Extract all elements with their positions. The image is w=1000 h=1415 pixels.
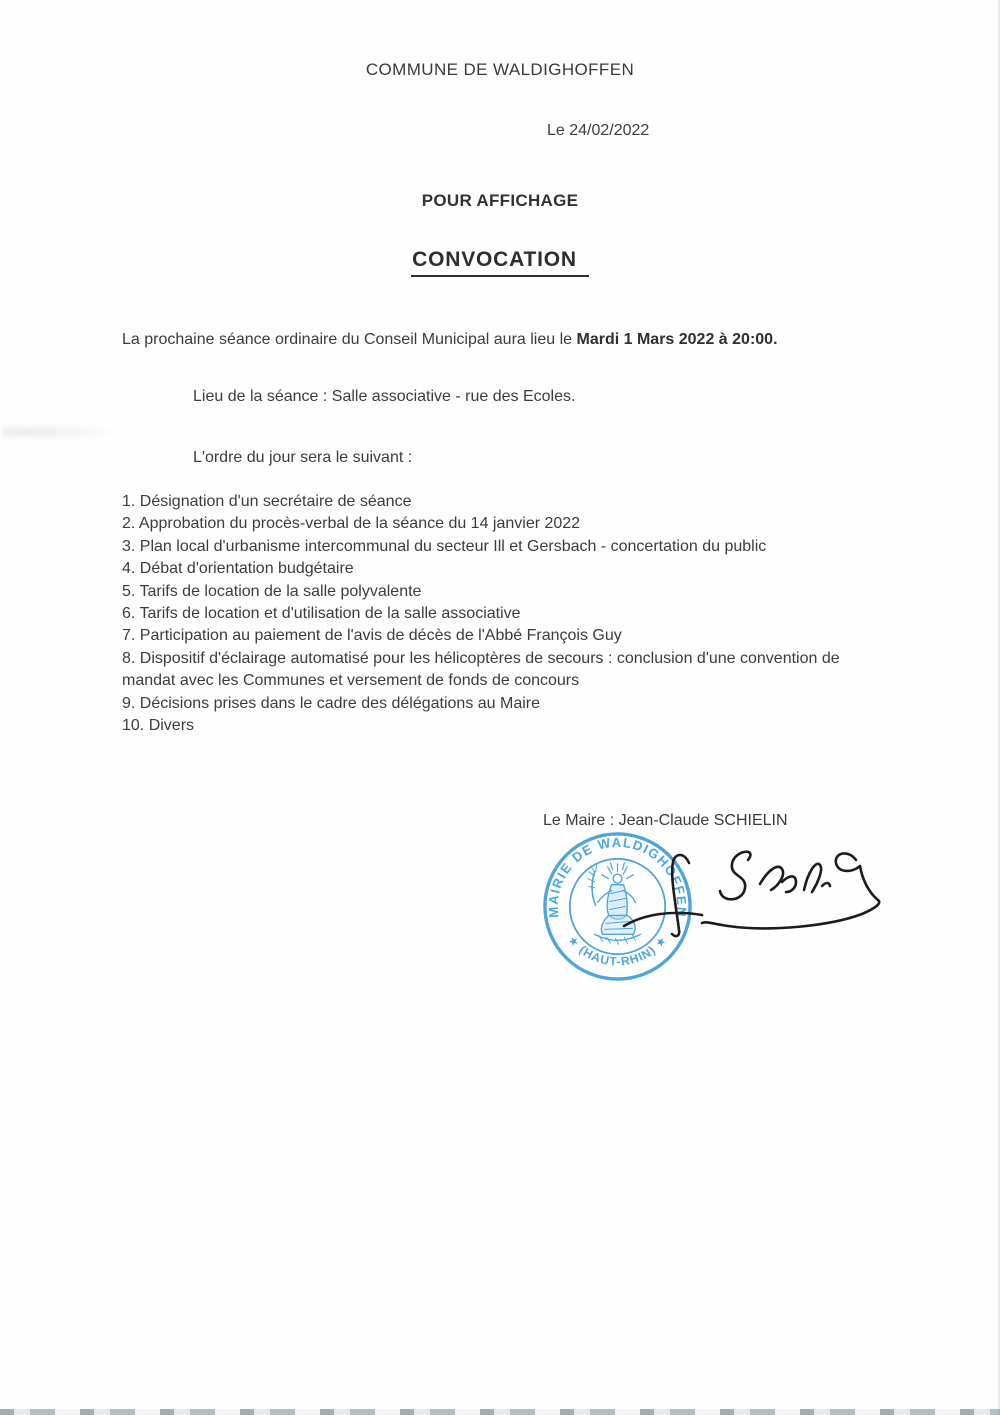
intro-text: La prochaine séance ordinaire du Conseil Municipal aura lieu le bbox=[122, 331, 577, 348]
scan-edge-bottom bbox=[0, 1409, 1000, 1415]
agenda-item: 3. Plan local d'urbanisme intercommunal du secteur Ill et Gersbach - concertation du public bbox=[122, 537, 767, 555]
agenda-list bbox=[122, 491, 880, 737]
document-date: Le 24/02/2022 bbox=[547, 122, 650, 139]
scan-smudge-artifact bbox=[2, 424, 122, 440]
agenda-item: 5. Tarifs de location de la salle polyvalente bbox=[122, 582, 422, 600]
agenda-item: 9. Décisions prises dans le cadre des délégations au Maire bbox=[122, 694, 541, 712]
affichage-label: POUR AFFICHAGE bbox=[421, 191, 579, 210]
title-wrap bbox=[0, 248, 1000, 277]
intro-datetime-bold: Mardi 1 Mars 2022 à 20:00. bbox=[576, 331, 778, 348]
intro-paragraph bbox=[122, 326, 830, 355]
mayor-handwritten-signature bbox=[610, 830, 895, 948]
commune-header: COMMUNE DE WALDIGHOFFEN bbox=[365, 60, 635, 79]
agenda-item: 6. Tarifs de location et d'utilisation de la salle associative bbox=[122, 605, 521, 623]
stamp-top-text: MAIRIE DE WALDIGHOFFEN bbox=[545, 834, 690, 919]
stamp-bottom-text: ★ (HAUT-RHIN) ★ bbox=[564, 932, 671, 969]
ordre-du-jour-intro: L'ordre du jour sera le suivant : bbox=[193, 449, 413, 466]
agenda-item: 7. Participation au paiement de l'avis de décès de l'Abbé François Guy bbox=[122, 627, 622, 645]
document-title: CONVOCATION bbox=[411, 248, 589, 277]
lieu-line: Lieu de la séance : Salle associative - rue des Ecoles. bbox=[193, 388, 576, 405]
mayor-signature-caption: Le Maire : Jean-Claude SCHIELIN bbox=[543, 812, 788, 829]
agenda-item: 2. Approbation du procès-verbal de la séance du 14 janvier 2022 bbox=[122, 515, 581, 533]
agenda-item: 10. Divers bbox=[122, 717, 195, 735]
agenda-item: 8. Dispositif d'éclairage automatisé pour les hélicoptères de secours : conclusion d'une convention de mandat avec les Communes et versement de fonds de concours bbox=[122, 649, 840, 690]
agenda-item: 4. Débat d'orientation budgétaire bbox=[122, 560, 354, 578]
agenda-item: 1. Désignation d'un secrétaire de séance bbox=[122, 493, 412, 510]
